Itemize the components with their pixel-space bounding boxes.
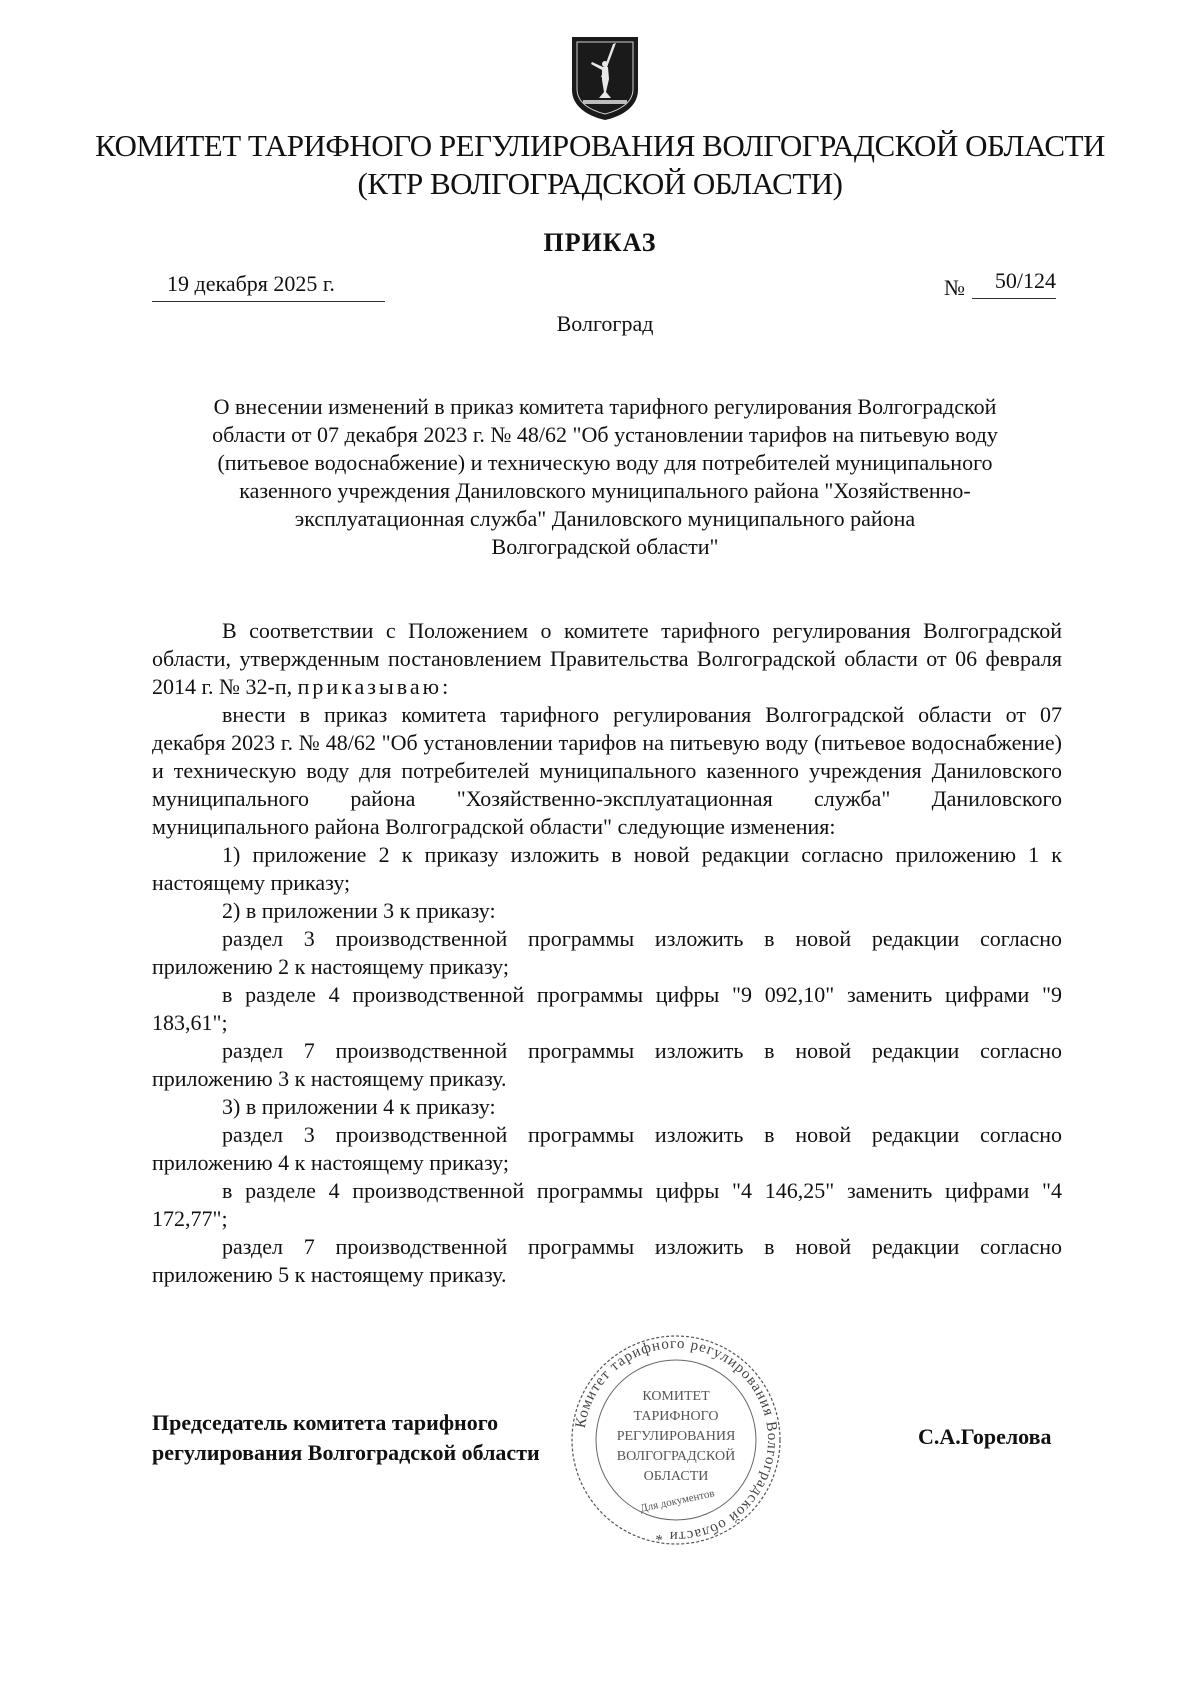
subject-line: эксплуатационная служба" Даниловского муниципального района <box>294 506 916 531</box>
body-paragraph: раздел 3 производственной программы изложить в новой редакции согласно приложению 2 к настоящему приказу; <box>152 926 1062 979</box>
subject-line: казенного учреждения Даниловского муниципального района "Хозяйственно- <box>239 478 971 503</box>
svg-text:ТАРИФНОГО: ТАРИФНОГО <box>633 1409 719 1424</box>
organization-short-name: (КТР ВОЛГОГРАДСКОЙ ОБЛАСТИ) <box>357 166 843 201</box>
svg-text:Для документов: Для документов <box>639 1487 716 1515</box>
coat-of-arms-emblem <box>569 34 641 122</box>
subject-line: области от 07 декабря 2023 г. № 48/62 "Об установлении тарифов на питьевую воду <box>212 422 998 447</box>
body-paragraph-preamble <box>152 617 1062 701</box>
order-word: приказываю: <box>297 674 452 699</box>
document-city: Волгоград <box>556 311 654 336</box>
document-number: 50/124 <box>972 268 1056 299</box>
signer-position-line: регулирования Волгоградской области <box>152 1440 540 1465</box>
body-paragraph: раздел 7 производственной программы изложить в новой редакции согласно приложению 3 к настоящему приказу. <box>152 1038 1062 1091</box>
body-paragraph: в разделе 4 производственной программы цифры "9 092,10" заменить цифрами "9 183,61"; <box>152 982 1062 1035</box>
body-paragraph: внести в приказ комитета тарифного регулирования Волгоградской области от 07 декабря 2023 г. № 48/62 "Об установлении тарифов на питьевую воду (питьевое водоснабжение) и техническую воду для потребителей муниципального казенного учреждения Даниловского муниципального района "Хозяйственно-эксплуатационная служба" Даниловского муниципального района Волгоградской области" следующие изменения: <box>152 702 1062 839</box>
body-paragraph: 2) в приложении 3 к приказу: <box>222 898 496 923</box>
signer-name: С.А.Горелова <box>918 1424 1052 1449</box>
svg-text:ОБЛАСТИ: ОБЛАСТИ <box>643 1469 709 1484</box>
document-subject <box>165 393 1045 561</box>
document-type-title: ПРИКАЗ <box>543 228 657 257</box>
document-date: 19 декабря 2025 г. <box>152 271 385 302</box>
subject-line: О внесении изменений в приказ комитета тарифного регулирования Волгоградской <box>213 394 997 419</box>
signer-position-line: Председатель комитета тарифного <box>152 1410 499 1435</box>
subject-line: Волгоградской области" <box>491 534 719 559</box>
svg-text:КОМИТЕТ: КОМИТЕТ <box>642 1389 710 1404</box>
body-paragraph: раздел 7 производственной программы изложить в новой редакции согласно приложению 5 к настоящему приказу. <box>152 1234 1062 1287</box>
svg-text:Комитет тарифного регулировани: Комитет тарифного регулирования Волгоградской области * <box>572 1335 781 1545</box>
body-paragraph: 3) в приложении 4 к приказу: <box>222 1094 496 1119</box>
svg-text:РЕГУЛИРОВАНИЯ: РЕГУЛИРОВАНИЯ <box>616 1429 736 1444</box>
body-paragraph: 1) приложение 2 к приказу изложить в новой редакции согласно приложению 1 к настоящему приказу; <box>152 842 1062 895</box>
preamble-text: В соответствии с Положением о комитете тарифного регулирования Волгоградской области, утвержденным постановлением Правительства Волгоградской области от 06 февраля 2014 г. № 32-п, <box>152 618 1062 699</box>
body-paragraph: в разделе 4 производственной программы цифры "4 146,25" заменить цифрами "4 172,77"; <box>152 1178 1062 1231</box>
document-number-label: № <box>944 275 965 300</box>
body-paragraph: раздел 3 производственной программы изложить в новой редакции согласно приложению 4 к настоящему приказу; <box>152 1122 1062 1175</box>
svg-text:ВОЛГОГРАДСКОЙ: ВОЛГОГРАДСКОЙ <box>616 1449 736 1464</box>
official-stamp <box>566 1332 786 1548</box>
subject-line: (питьевое водоснабжение) и техническую воду для потребителей муниципального <box>217 450 993 475</box>
document-body <box>152 617 1062 1289</box>
signer-position <box>152 1408 540 1468</box>
organization-name: КОМИТЕТ ТАРИФНОГО РЕГУЛИРОВАНИЯ ВОЛГОГРАДСКОЙ ОБЛАСТИ <box>95 128 1105 163</box>
